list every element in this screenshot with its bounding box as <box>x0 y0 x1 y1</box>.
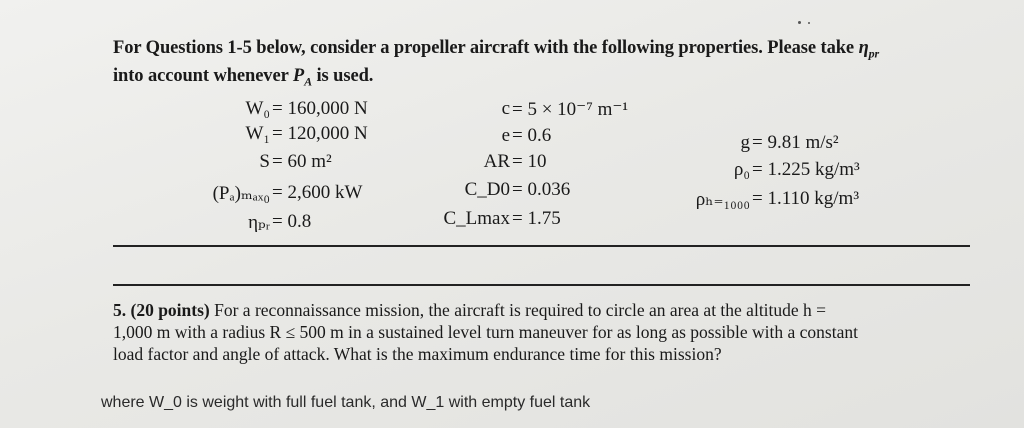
intro-line-1: For Questions 1-5 below, consider a propeller aircraft with the following properties. Please take $\eta_{pr}$ <box>113 38 880 61</box>
prop-w1-value: = 120,000 N <box>272 123 368 144</box>
question-line-1: 5. (20 points) For a reconnaissance mission, the aircraft is required to circle an area at the altitude h = <box>113 300 827 320</box>
pa-subscript: A <box>304 74 312 89</box>
eta-subscript: pr <box>868 46 880 61</box>
prop-s-value: = 60 m² <box>272 151 332 172</box>
prop-rho0-label: ρ₀ <box>733 159 750 180</box>
question-points: (20 points) <box>130 300 210 320</box>
prop-w0-label: W₀ <box>245 98 270 119</box>
divider-top <box>113 245 970 247</box>
divider-bottom <box>113 284 970 286</box>
prop-rhoh-value: = 1.110 kg/m³ <box>752 188 860 209</box>
intro-line-2: into account whenever $P_A$ is used. <box>113 66 374 89</box>
prop-w1-label: W₁ <box>245 123 270 144</box>
prop-ar-label: AR <box>483 151 510 172</box>
prop-s-label: S <box>259 151 270 172</box>
prop-e-label: e <box>501 125 510 146</box>
prop-etapr-label: ηₚᵣ <box>248 212 270 233</box>
prop-w0-value: = 160,000 N <box>272 98 368 119</box>
dust-speck <box>798 21 801 24</box>
prop-etapr-value: = 0.8 <box>272 211 312 232</box>
eta-symbol: η <box>858 38 869 58</box>
prop-rhoh-label: ρₕ₌₁₀₀₀ <box>695 189 750 210</box>
prop-clmax-label: C_Lmax <box>443 208 510 229</box>
question-number: 5. <box>113 300 127 320</box>
dust-speck <box>808 22 810 24</box>
prop-e-value: = 0.6 <box>512 125 552 146</box>
prop-rho0-value: = 1.225 kg/m³ <box>752 159 860 180</box>
prop-g-value: = 9.81 m/s² <box>752 132 839 153</box>
prop-c-label: c <box>501 98 510 119</box>
prop-g-label: g <box>740 132 750 153</box>
prop-c-value: = 5 × 10⁻⁷ m⁻¹ <box>512 99 629 120</box>
prop-pamax-label: (Pₐ)ₘₐₓ₀ <box>212 183 270 204</box>
weight-note: where W_0 is weight with full fuel tank, and W_1 with empty fuel tank <box>101 394 591 411</box>
question-line-2: 1,000 m with a radius R ≤ 500 m in a sustained level turn maneuver for as long as possible with a constant <box>113 322 858 342</box>
prop-ar-value: = 10 <box>512 151 547 172</box>
pa-symbol: P <box>292 66 305 86</box>
prop-clmax-value: = 1.75 <box>512 208 561 229</box>
prop-pamax-value: = 2,600 kW <box>272 182 363 203</box>
prop-cd0-label: C_D0 <box>464 179 510 200</box>
prop-cd0-value: = 0.036 <box>512 179 571 200</box>
question-line-3: load factor and angle of attack. What is the maximum endurance time for this mission? <box>113 344 722 364</box>
